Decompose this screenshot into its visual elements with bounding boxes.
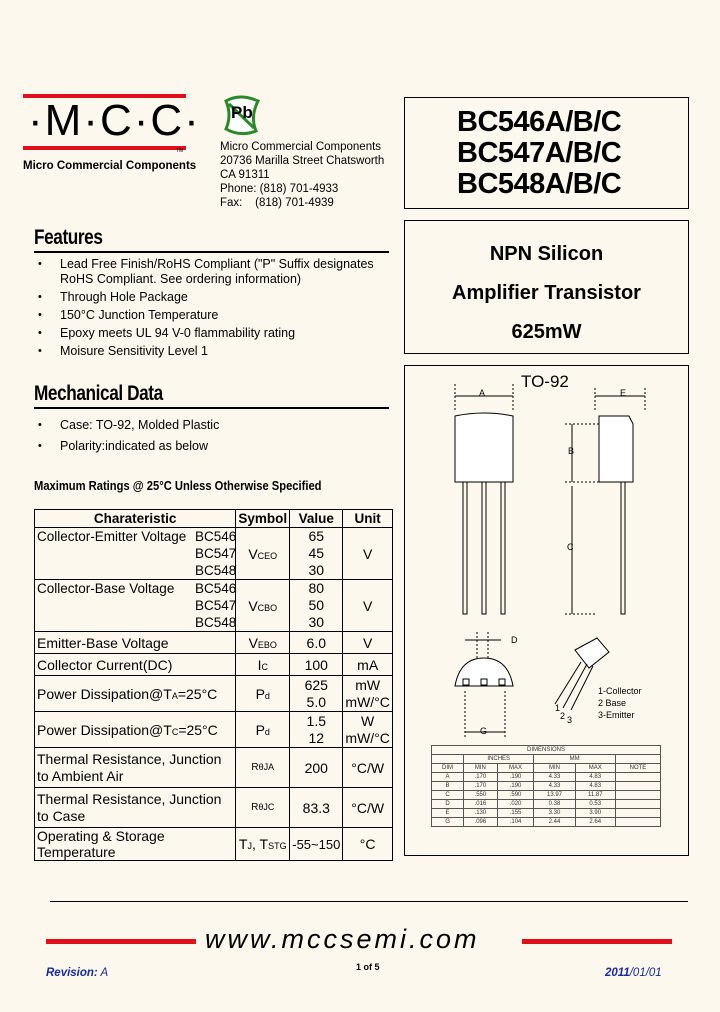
symbol-sub: CBO <box>257 602 278 613</box>
characteristic-cell <box>35 528 236 580</box>
col-header-value: Value <box>290 510 343 528</box>
pin-legend-item: 1-Collector <box>598 686 642 696</box>
symbol: V <box>248 634 258 651</box>
dim-label-e: E <box>620 388 627 398</box>
address-line: Phone: (818) 701-4933 <box>220 183 339 195</box>
features-list <box>34 257 374 362</box>
date-year: 2011 <box>605 967 630 979</box>
table-row <box>35 654 393 676</box>
address-line: 20736 Marilla Street Chatsworth <box>220 155 385 167</box>
value-cell: -55~150 <box>290 828 343 861</box>
table-row <box>35 528 393 580</box>
table-row: A .170 .190 4.33 4.83 <box>432 773 661 782</box>
symbol: V <box>248 597 258 614</box>
address-line: CA 91311 <box>220 169 270 181</box>
pin-number: 3 <box>567 715 573 725</box>
footer-right-bar <box>522 939 672 944</box>
value: 50 <box>308 597 325 613</box>
symbol-cell <box>236 528 290 580</box>
page-number: 1 of 5 <box>356 962 380 972</box>
unit-cell: °C <box>343 828 393 861</box>
to92-drawing <box>405 366 688 741</box>
footer-rule <box>50 901 688 902</box>
value-cell <box>290 676 343 712</box>
part-list <box>195 528 236 579</box>
dim-label-b: B <box>568 446 575 456</box>
value: 30 <box>308 614 325 630</box>
part-number-box <box>404 97 689 209</box>
date-rest: /01/01 <box>629 967 662 979</box>
table-row <box>35 748 393 788</box>
features-rule <box>34 251 389 253</box>
part-number: BC548A/B/C <box>457 168 622 200</box>
col-header: MIN <box>534 764 575 773</box>
part-label: BC547 <box>195 598 237 613</box>
pin-legend <box>598 685 642 721</box>
revision-label: Revision: <box>46 967 98 979</box>
table-header-row <box>35 510 393 528</box>
unit: mW <box>355 676 381 693</box>
table-row <box>432 755 661 764</box>
symbol-cell <box>236 676 290 712</box>
feature-item: • Lead Free Finish/RoHS Compliant ("P" Suffix designates RoHS Compliant. See ordering information) <box>34 257 374 287</box>
symbol-sub: CEO <box>257 550 278 561</box>
value-cell <box>290 528 343 580</box>
symbol-cell <box>236 654 290 676</box>
value: 65 <box>308 528 325 544</box>
symbol-cell <box>236 748 290 788</box>
part-number: BC546A/B/C <box>457 106 622 138</box>
table-row <box>35 676 393 712</box>
description-box <box>404 220 689 354</box>
dim-label-c: C <box>567 542 574 552</box>
value-cell: 83.3 <box>290 788 343 828</box>
part-list <box>195 580 236 631</box>
value-cell: 100 <box>290 654 343 676</box>
characteristic-cell: Thermal Resistance, Junction to Case <box>35 788 236 828</box>
address-line: Fax: (818) 701-4939 <box>220 197 334 209</box>
table-row <box>432 764 661 773</box>
revision-value: A <box>100 967 109 979</box>
dim-title: DIMENSIONS <box>432 746 661 755</box>
company-label: Micro Commercial Components <box>23 160 197 172</box>
col-header-symbol: Symbol <box>236 510 290 528</box>
feature-item: • Moisure Sensitivity Level 1 <box>34 344 374 359</box>
table-row: C .550 .590 13.97 11.87 <box>432 791 661 800</box>
value: 45 <box>308 545 325 561</box>
value: 1.5 <box>306 712 327 729</box>
symbol: I <box>257 656 262 673</box>
characteristic-cell: Emitter-Base Voltage <box>35 632 236 654</box>
symbol: P <box>255 685 265 702</box>
feature-item: • Epoxy meets UL 94 V-0 flammability rating <box>34 326 374 341</box>
symbol-cell <box>236 712 290 748</box>
footer-left-bar <box>46 939 196 944</box>
description-line: 625mW <box>511 321 582 343</box>
table-row: D .016 .020 0.38 0.53 <box>432 800 661 809</box>
symbol-sub: EBO <box>257 639 277 650</box>
characteristic-cell: Power Dissipation@TC=25°C <box>35 712 236 748</box>
table-row: B .170 .190 4.33 4.83 <box>432 782 661 791</box>
unit-cell <box>343 712 393 748</box>
unit: mW/°C <box>345 729 390 746</box>
table-row <box>35 788 393 828</box>
company-address <box>220 140 384 210</box>
col-header: MAX <box>497 764 534 773</box>
col-header-unit: Unit <box>343 510 393 528</box>
pin-number: 2 <box>560 711 566 721</box>
group-header: MM <box>534 755 616 764</box>
unit-cell: mA <box>343 654 393 676</box>
value-cell: 6.0 <box>290 632 343 654</box>
pin-legend-item: 3-Emitter <box>598 710 635 720</box>
symbol: V <box>248 545 258 562</box>
description-line: NPN Silicon <box>489 243 604 265</box>
value: 5.0 <box>306 693 327 710</box>
table-row <box>35 828 393 861</box>
table-row: E .130 .155 3.30 3.90 <box>432 809 661 818</box>
table-row: G .096 .104 2.44 2.64 <box>432 818 661 827</box>
unit: mW/°C <box>345 693 390 710</box>
ratings-title: Maximum Ratings @ 25°C Unless Otherwise Specified <box>34 478 322 493</box>
symbol-sub: θJC <box>258 802 275 812</box>
unit-cell: V <box>343 632 393 654</box>
characteristic-cell: Operating & Storage Temperature <box>35 828 236 861</box>
feature-item: • 150°C Junction Temperature <box>34 308 374 323</box>
symbol-cell: TJ, TSTG <box>236 828 290 861</box>
value-cell <box>290 712 343 748</box>
symbol: P <box>255 721 265 738</box>
part-label: BC547 <box>195 546 237 561</box>
characteristic-cell <box>35 580 236 632</box>
mechanical-title: Mechanical Data <box>34 382 163 405</box>
value-cell: 200 <box>290 748 343 788</box>
symbol: R <box>251 802 259 813</box>
table-row <box>35 580 393 632</box>
symbol-sub: d <box>264 690 270 701</box>
col-header: MIN <box>464 764 498 773</box>
unit-cell: °C/W <box>343 748 393 788</box>
pin-number: 1 <box>555 703 561 713</box>
table-row <box>35 712 393 748</box>
characteristic-label: Collector-Emitter Voltage <box>37 529 187 544</box>
value: 80 <box>308 580 325 596</box>
part-label: BC546 <box>195 581 237 596</box>
part-label: BC546 <box>195 529 237 544</box>
characteristic-cell: Power Dissipation@TA=25°C <box>35 676 236 712</box>
unit-cell: °C/W <box>343 788 393 828</box>
part-label: BC548 <box>195 563 237 578</box>
group-header: INCHES <box>464 755 534 764</box>
symbol-sub: θJA <box>258 762 275 772</box>
value: 625 <box>304 676 328 693</box>
mcc-logo: ·M·C·C· <box>28 96 201 145</box>
mechanical-item: • Case: TO-92, Molded Plastic <box>34 418 374 433</box>
logo-bottom-bar <box>23 146 186 150</box>
value-cell <box>290 580 343 632</box>
symbol-cell <box>236 632 290 654</box>
revision <box>46 967 108 979</box>
pb-label: Pb <box>231 103 253 122</box>
features-title: Features <box>34 226 103 249</box>
dim-label-d: D <box>511 635 518 645</box>
address-line: Micro Commercial Components <box>220 141 382 153</box>
col-header-characteristic: Charateristic <box>35 510 236 528</box>
logo-tm: TM <box>176 148 184 154</box>
col-header: MAX <box>575 764 615 773</box>
characteristic-label: Collector-Base Voltage <box>37 581 175 596</box>
part-label: BC548 <box>195 615 237 630</box>
dimensions-table <box>431 745 661 827</box>
package-title: TO-92 <box>521 372 569 391</box>
unit-cell <box>343 676 393 712</box>
part-number: BC547A/B/C <box>457 137 622 169</box>
revision-date <box>605 967 662 979</box>
description-line: Amplifier Transistor <box>452 282 641 304</box>
unit-cell: V <box>343 580 393 632</box>
symbol-cell <box>236 788 290 828</box>
symbol: R <box>251 762 259 773</box>
table-row <box>35 632 393 654</box>
table-row <box>432 746 661 755</box>
ratings-table <box>34 509 393 861</box>
value: 12 <box>308 729 325 746</box>
symbol-sub: C <box>261 661 268 672</box>
characteristic-cell: Collector Current(DC) <box>35 654 236 676</box>
col-header: NOTE <box>615 764 660 773</box>
dim-label-a: A <box>479 388 486 398</box>
unit: W <box>361 712 375 729</box>
characteristic-cell: Thermal Resistance, Junction to Ambient Air <box>35 748 236 788</box>
pin-legend-item: 2 Base <box>598 698 627 708</box>
symbol-sub: d <box>264 726 270 737</box>
col-header: DIM <box>432 764 464 773</box>
value: 30 <box>308 562 325 578</box>
feature-item: • Through Hole Package <box>34 290 374 305</box>
mechanical-item: • Polarity:indicated as below <box>34 439 374 454</box>
mechanical-rule <box>34 407 389 409</box>
dim-label-g: G <box>480 726 488 736</box>
website-link[interactable]: www.mccsemi.com <box>205 924 480 954</box>
unit-cell: V <box>343 528 393 580</box>
mechanical-list <box>34 418 374 457</box>
symbol-cell <box>236 580 290 632</box>
